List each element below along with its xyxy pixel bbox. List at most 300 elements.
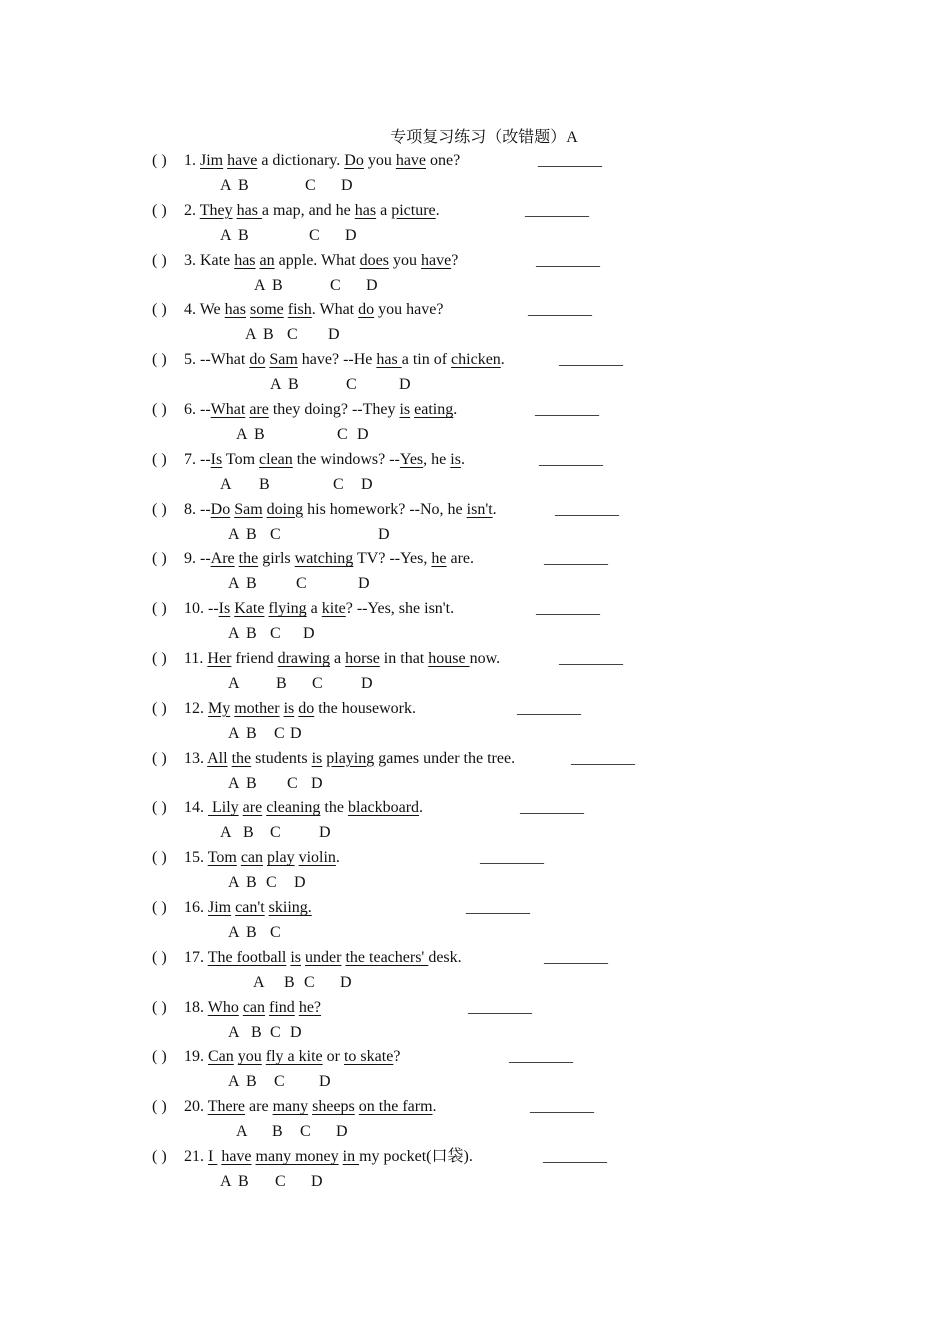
question-number: 8.: [184, 500, 200, 518]
sentence-text: Tom: [222, 450, 260, 468]
option-letters: [0, 275, 600, 297]
sentence-text: .: [492, 500, 497, 518]
option-letters: [0, 623, 600, 645]
sentence-text: a tin of: [401, 351, 452, 369]
sentence-text: .: [460, 450, 465, 468]
question-1: [152, 149, 460, 173]
correction-blank[interactable]: ________: [530, 1098, 594, 1116]
option-letter-a: A: [228, 774, 240, 792]
option-letter-c: C: [287, 326, 298, 344]
option-letter-c: C: [266, 874, 277, 892]
option-letter-c: C: [333, 475, 344, 493]
option-letter-b: B: [272, 276, 283, 294]
underlined-option-text: Do: [344, 152, 364, 169]
answer-bracket[interactable]: ( ): [152, 749, 167, 767]
option-letter-d: D: [361, 675, 373, 692]
question-14: [152, 796, 423, 820]
underlined-option-text: is: [311, 749, 323, 767]
underlined-option-text: eating: [414, 401, 454, 418]
underlined-option-text: Lily: [208, 799, 239, 817]
option-letter-b: B: [246, 774, 257, 792]
sentence-text: --: [200, 450, 211, 468]
underlined-option-text: fly a kite: [265, 1048, 323, 1066]
sentence-text: a: [376, 201, 392, 219]
underlined-option-text: Are: [210, 550, 235, 568]
option-letter-c: C: [270, 625, 281, 643]
question-17: [152, 946, 462, 970]
option-letter-a: A: [236, 1123, 248, 1141]
sentence-text: you: [388, 251, 421, 269]
sentence-text: one?: [426, 152, 461, 169]
sentence-text: the housework.: [314, 699, 416, 717]
option-letter-c: C: [300, 1123, 311, 1141]
option-letter-b: B: [246, 525, 257, 543]
question-11: [152, 647, 500, 671]
option-letter-a: A: [220, 1173, 232, 1190]
option-letters: [0, 374, 600, 396]
option-letters: [0, 723, 600, 745]
underlined-option-text: Kate: [234, 600, 265, 618]
sentence-text: have? --He: [297, 351, 377, 369]
sentence-text: ?: [393, 1048, 401, 1066]
underlined-option-text: is: [399, 401, 411, 418]
sentence-text: a map, and he: [261, 201, 355, 219]
underlined-option-text: Do: [210, 500, 231, 518]
underlined-option-text: has: [376, 351, 402, 369]
question-number: 10.: [184, 600, 208, 618]
option-letter-d: D: [345, 226, 357, 244]
underlined-option-text: are: [249, 401, 269, 418]
option-letter-b: B: [254, 426, 265, 443]
question-number: 15.: [184, 849, 208, 867]
underlined-option-text: have: [227, 152, 258, 169]
underlined-option-text: Is: [218, 600, 231, 618]
option-letter-c: C: [304, 973, 315, 991]
underlined-option-text: some: [249, 301, 284, 319]
option-letter-a: A: [220, 226, 232, 244]
option-letter-c: C: [296, 575, 307, 593]
underlined-option-text: chicken: [451, 351, 501, 369]
sentence-text: .: [500, 351, 505, 369]
option-letter-b: B: [243, 824, 254, 842]
option-letter-d: D: [399, 376, 411, 394]
underlined-option-text: blackboard: [347, 799, 420, 817]
option-letters: [0, 1171, 600, 1193]
correction-blank[interactable]: ________: [571, 749, 635, 767]
correction-blank[interactable]: ________: [536, 251, 600, 269]
underlined-option-text: cleaning: [266, 799, 321, 817]
question-number: 3.: [184, 251, 200, 269]
underlined-option-text: are: [242, 799, 263, 817]
correction-blank[interactable]: ________: [520, 799, 584, 817]
option-letter-b: B: [246, 1073, 257, 1091]
underlined-option-text: does: [359, 251, 389, 269]
correction-blank[interactable]: ________: [517, 699, 581, 717]
underlined-option-text: you: [237, 1048, 262, 1066]
option-letters: [0, 573, 600, 595]
underlined-option-text: find: [269, 998, 295, 1016]
option-letter-d: D: [358, 575, 370, 593]
underlined-option-text: clean: [259, 450, 293, 468]
underlined-option-text: What: [210, 401, 246, 418]
underlined-option-text: the teachers': [345, 948, 429, 966]
correction-blank[interactable]: ________: [544, 948, 608, 966]
option-letter-c: C: [275, 1173, 286, 1190]
option-letter-c: C: [287, 774, 298, 792]
correction-blank[interactable]: ________: [559, 351, 623, 369]
underlined-option-text: an: [259, 251, 275, 269]
underlined-option-text: Tom: [207, 849, 237, 867]
option-letter-a: A: [220, 475, 232, 493]
sentence-text: --: [200, 401, 211, 418]
underlined-option-text: to skate: [343, 1048, 394, 1066]
sentence-text: now.: [469, 650, 501, 667]
answer-bracket[interactable]: ( ): [152, 899, 167, 916]
option-letter-b: B: [238, 1173, 249, 1190]
underlined-option-text: Jim: [200, 152, 224, 169]
underlined-option-text: has: [234, 251, 256, 269]
answer-bracket[interactable]: ( ): [152, 550, 167, 568]
sentence-text: .: [453, 401, 458, 418]
underlined-option-text: There: [207, 1098, 246, 1116]
underlined-option-text: do: [358, 301, 375, 319]
option-letter-c: C: [346, 376, 357, 394]
sentence-text: games under the tree.: [374, 749, 516, 767]
underlined-option-text: is: [290, 948, 302, 966]
question-18: [152, 996, 321, 1020]
correction-blank[interactable]: ________: [468, 998, 532, 1016]
underlined-option-text: in: [342, 1148, 360, 1165]
sentence-text: in that: [379, 650, 429, 667]
answer-bracket[interactable]: ( ): [152, 1148, 167, 1165]
option-letter-a: A: [220, 824, 232, 842]
correction-blank[interactable]: ________: [480, 849, 544, 867]
underlined-option-text: skiing.: [268, 899, 312, 916]
question-21: [152, 1145, 473, 1169]
option-letter-a: A: [245, 326, 257, 344]
underlined-option-text: Sam: [269, 351, 298, 369]
option-letter-c: C: [274, 724, 285, 742]
underlined-option-text: sheeps: [312, 1098, 355, 1116]
question-10: [152, 597, 454, 621]
underlined-option-text: My: [208, 699, 231, 717]
underlined-option-text: horse: [345, 650, 380, 667]
question-number: 21.: [184, 1148, 208, 1165]
underlined-option-text: picture: [391, 201, 436, 219]
underlined-option-text: doing: [266, 500, 304, 518]
question-15: [152, 846, 340, 870]
question-number: 12.: [184, 699, 208, 717]
sentence-text: girls: [258, 550, 295, 568]
sentence-text: a: [330, 650, 346, 667]
question-number: 18.: [184, 998, 208, 1016]
underlined-option-text: the: [238, 550, 259, 568]
correction-blank[interactable]: ________: [555, 500, 619, 518]
answer-bracket[interactable]: ( ): [152, 251, 167, 269]
option-letter-a: A: [228, 1073, 240, 1091]
answer-bracket[interactable]: ( ): [152, 401, 167, 418]
option-letter-c: C: [305, 177, 316, 194]
option-letter-d: D: [336, 1123, 348, 1141]
option-letter-d: D: [341, 177, 353, 194]
correction-blank[interactable]: ________: [466, 899, 530, 916]
question-8: [152, 498, 497, 522]
underlined-option-text: Yes: [399, 450, 424, 468]
underlined-option-text: under: [305, 948, 342, 966]
question-4: [152, 298, 443, 322]
underlined-option-text: flying: [268, 600, 307, 618]
question-6: [152, 398, 457, 422]
option-letter-c: C: [330, 276, 341, 294]
sentence-text: .: [335, 849, 340, 867]
underlined-option-text: on the farm: [358, 1098, 433, 1116]
sentence-text: . What: [311, 301, 359, 319]
underlined-option-text: Sam: [234, 500, 263, 518]
underlined-option-text: can: [240, 849, 264, 867]
option-letter-b: B: [246, 874, 257, 892]
correction-blank[interactable]: ________: [525, 201, 589, 219]
option-letter-d: D: [311, 1173, 323, 1190]
option-letter-a: A: [228, 675, 240, 692]
underlined-option-text: has: [354, 201, 377, 219]
underlined-option-text: playing: [326, 749, 375, 767]
underlined-option-text: violin: [298, 849, 336, 867]
option-letter-d: D: [290, 724, 302, 742]
option-letter-a: A: [228, 724, 240, 742]
question-number: 7.: [184, 450, 200, 468]
correction-blank[interactable]: ________: [535, 401, 599, 418]
option-letter-a: A: [228, 874, 240, 892]
underlined-option-text: drawing: [277, 650, 331, 667]
option-letters: [0, 324, 600, 346]
sentence-text: ?: [451, 251, 459, 269]
question-number: 1.: [184, 152, 200, 169]
correction-blank[interactable]: ________: [543, 1148, 607, 1165]
sentence-text: you have?: [374, 301, 444, 319]
sentence-text: are: [245, 1098, 273, 1116]
option-letter-b: B: [263, 326, 274, 344]
underlined-option-text: do: [249, 351, 266, 369]
underlined-option-text: the: [231, 749, 252, 767]
answer-bracket[interactable]: ( ): [152, 948, 167, 966]
option-letters: [0, 1121, 600, 1143]
sentence-text: --What: [200, 351, 250, 369]
underlined-option-text: play: [267, 849, 295, 867]
sentence-text: --: [208, 600, 219, 618]
underlined-option-text: has: [236, 201, 262, 219]
question-3: [152, 249, 458, 273]
answer-bracket[interactable]: ( ): [152, 849, 167, 867]
answer-bracket[interactable]: ( ): [152, 1098, 167, 1116]
underlined-option-text: have: [395, 152, 427, 169]
answer-bracket[interactable]: ( ): [152, 600, 167, 618]
question-number: 11.: [184, 650, 208, 667]
underlined-option-text: he?: [298, 998, 322, 1016]
question-9: [152, 547, 474, 571]
answer-bracket[interactable]: ( ): [152, 351, 167, 369]
option-letter-d: D: [357, 426, 369, 443]
answer-bracket[interactable]: ( ): [152, 998, 167, 1016]
correction-blank[interactable]: ________: [539, 450, 603, 468]
sentence-text: his homework? --No, he: [303, 500, 467, 518]
option-letter-c: C: [337, 426, 348, 443]
sentence-text: my pocket(口袋).: [359, 1148, 473, 1165]
underlined-option-text: mother: [234, 699, 280, 717]
underlined-option-text: fish: [287, 301, 312, 319]
option-letter-d: D: [290, 1023, 302, 1041]
sentence-text: you: [363, 152, 396, 169]
answer-bracket[interactable]: ( ): [152, 650, 167, 667]
option-letters: [0, 822, 600, 844]
question-number: 17.: [184, 948, 208, 966]
answer-bracket[interactable]: ( ): [152, 301, 167, 319]
option-letter-c: C: [270, 1023, 281, 1041]
page-title: 专项复习练习（改错题）A: [390, 129, 578, 146]
correction-blank[interactable]: ________: [536, 600, 600, 618]
option-letter-d: D: [319, 1073, 331, 1091]
correction-blank[interactable]: ________: [559, 650, 623, 667]
option-letter-a: A: [228, 525, 240, 543]
correction-blank[interactable]: ________: [509, 1048, 573, 1066]
option-letter-c: C: [312, 675, 323, 692]
sentence-text: they doing? --They: [268, 401, 400, 418]
sentence-text: are.: [446, 550, 475, 568]
sentence-text: TV? --Yes,: [353, 550, 432, 568]
sentence-text: the: [320, 799, 348, 817]
question-number: 2.: [184, 201, 200, 219]
question-number: 5.: [184, 351, 200, 369]
option-letters: [0, 524, 600, 546]
option-letter-a: A: [228, 625, 240, 643]
underlined-option-text: Her: [207, 650, 232, 667]
underlined-option-text: Jim: [208, 899, 232, 916]
correction-blank[interactable]: ________: [538, 152, 602, 169]
option-letter-c: C: [270, 924, 281, 941]
option-letter-a: A: [270, 376, 282, 394]
sentence-text: .: [435, 201, 440, 219]
underlined-option-text: All: [207, 749, 228, 767]
option-letters: [0, 1022, 600, 1044]
underlined-option-text: have: [420, 251, 452, 269]
sentence-text: desk.: [428, 948, 462, 966]
sentence-text: or: [322, 1048, 344, 1066]
sentence-text: .: [419, 799, 424, 817]
option-letters: [0, 972, 600, 994]
question-number: 6.: [184, 401, 200, 418]
sentence-text: students: [251, 749, 312, 767]
question-7: [152, 448, 465, 472]
question-number: 9.: [184, 550, 200, 568]
question-19: [152, 1045, 400, 1069]
question-number: 20.: [184, 1098, 208, 1116]
question-number: 19.: [184, 1048, 208, 1066]
option-letter-a: A: [228, 924, 240, 941]
option-letter-a: A: [253, 973, 265, 991]
option-letter-d: D: [378, 525, 390, 543]
sentence-text: --: [200, 550, 211, 568]
sentence-text: the windows? --: [292, 450, 400, 468]
sentence-text: , he: [423, 450, 451, 468]
sentence-text: .: [432, 1098, 437, 1116]
option-letter-b: B: [251, 1023, 262, 1041]
option-letter-b: B: [276, 675, 287, 692]
option-letter-d: D: [303, 625, 315, 643]
underlined-option-text: has: [224, 301, 246, 319]
option-letter-a: A: [254, 276, 266, 294]
question-number: 16.: [184, 899, 208, 916]
underlined-option-text: do: [298, 699, 315, 717]
option-letters: [0, 1071, 600, 1093]
option-letter-b: B: [288, 376, 299, 394]
option-letter-a: A: [228, 575, 240, 593]
option-letter-b: B: [284, 973, 295, 991]
answer-bracket[interactable]: ( ): [152, 1048, 167, 1066]
answer-bracket[interactable]: ( ): [152, 799, 167, 817]
option-letter-d: D: [340, 973, 352, 991]
option-letter-d: D: [319, 824, 331, 842]
question-number: 4.: [184, 301, 200, 319]
question-13: [152, 747, 515, 771]
option-letters: [0, 175, 600, 197]
option-letters: [0, 424, 600, 446]
option-letter-b: B: [246, 924, 257, 941]
answer-bracket[interactable]: ( ): [152, 500, 167, 518]
question-number: 14.: [184, 799, 208, 817]
question-5: [152, 348, 505, 372]
answer-bracket[interactable]: ( ): [152, 201, 167, 219]
sentence-text: ? --Yes, she isn't.: [345, 600, 455, 618]
option-letter-c: C: [274, 1073, 285, 1091]
question-12: [152, 697, 416, 721]
answer-bracket[interactable]: ( ): [152, 699, 167, 717]
underlined-option-text: can't: [235, 899, 265, 916]
option-letter-c: C: [270, 824, 281, 842]
correction-blank[interactable]: ________: [544, 550, 608, 568]
correction-blank[interactable]: ________: [528, 301, 592, 319]
option-letter-d: D: [328, 326, 340, 344]
option-letter-c: C: [270, 525, 281, 543]
option-letter-b: B: [246, 625, 257, 643]
question-2: [152, 199, 440, 223]
option-letter-a: A: [228, 1023, 240, 1041]
underlined-option-text: I: [208, 1148, 218, 1165]
underlined-option-text: watching: [294, 550, 354, 568]
question-20: [152, 1095, 437, 1119]
option-letter-a: A: [236, 426, 248, 443]
option-letter-b: B: [246, 724, 257, 742]
underlined-option-text: The football: [207, 948, 287, 966]
underlined-option-text: Can: [208, 1048, 234, 1066]
answer-bracket[interactable]: ( ): [152, 450, 167, 468]
underlined-option-text: many: [272, 1098, 309, 1116]
underlined-option-text: is: [283, 699, 295, 717]
option-letter-b: B: [259, 475, 270, 493]
sentence-text: friend: [231, 650, 278, 667]
option-letter-c: C: [309, 226, 320, 244]
underlined-option-text: house: [428, 650, 470, 667]
underlined-option-text: can: [242, 998, 266, 1016]
option-letter-b: B: [238, 226, 249, 244]
answer-bracket[interactable]: ( ): [152, 152, 167, 169]
option-letter-a: A: [220, 177, 232, 194]
option-letter-b: B: [272, 1123, 283, 1141]
sentence-text: --: [200, 500, 211, 518]
question-number: 13.: [184, 749, 208, 767]
underlined-option-text: he: [431, 550, 447, 568]
option-letters: [0, 872, 600, 894]
option-letter-b: B: [246, 575, 257, 593]
option-letter-d: D: [311, 774, 323, 792]
